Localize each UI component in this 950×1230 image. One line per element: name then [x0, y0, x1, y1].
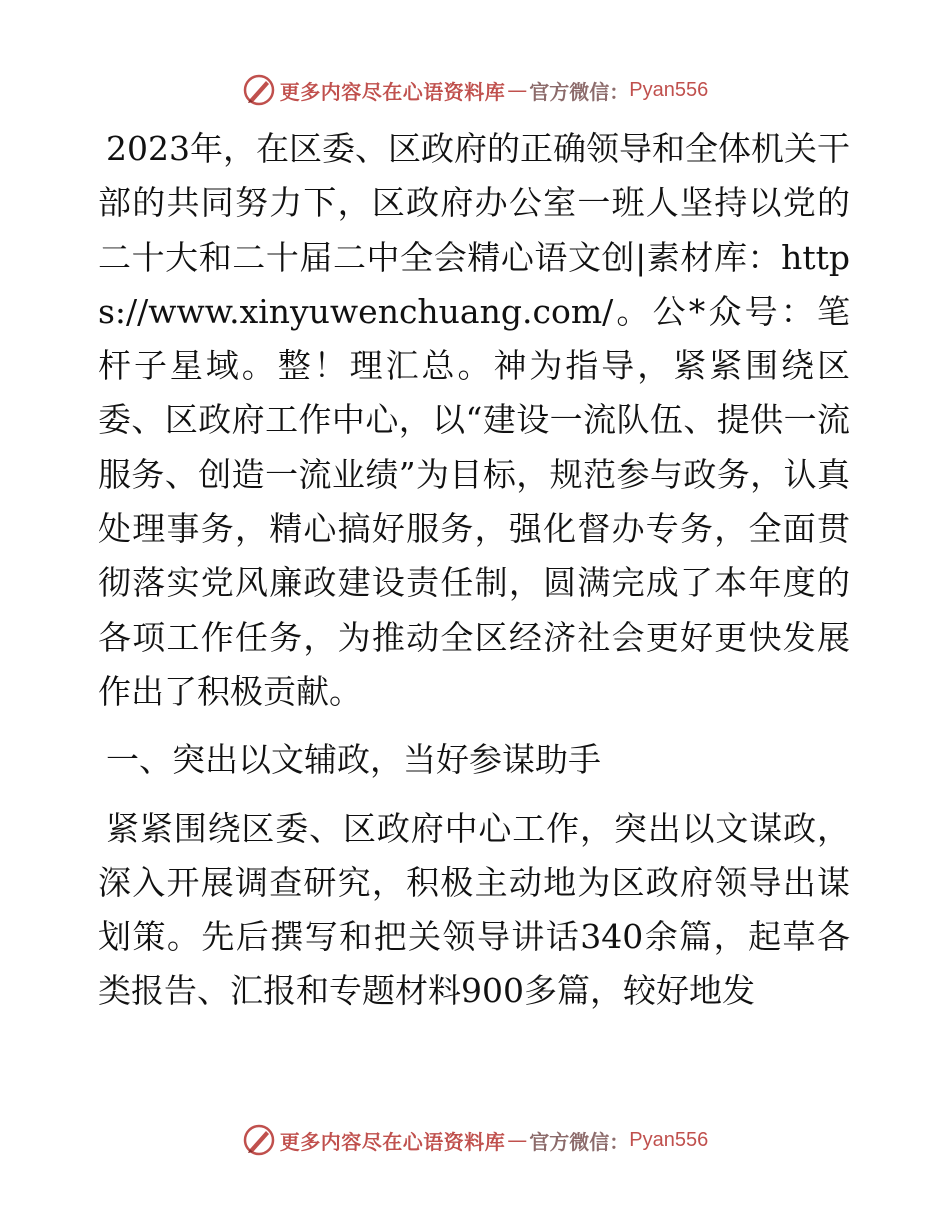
watermark-wechat-id: Pyan556	[629, 1128, 709, 1151]
watermark-wechat-label: 官方微信：	[529, 79, 630, 104]
watermark-separator: —	[507, 1128, 528, 1152]
pen-logo-icon	[242, 73, 276, 107]
watermark-banner-top	[0, 70, 950, 110]
document-body	[98, 122, 850, 1019]
section-paragraph: 紧紧围绕区委、区政府中心工作，突出以文谋政，深入开展调查研究，积极主动地为区政府领导出谋划策。先后撰写和把关领导讲话340余篇，起草各类报告、汇报和专题材料900多篇，较好地发	[98, 808, 850, 1011]
pen-logo-icon	[242, 1123, 276, 1157]
intro-paragraph: 2023年，在区委、区政府的正确领导和全体机关干部的共同努力下，区政府办公室一班人坚持以党的二十大和二十届二中全会精心语文创|素材库：https://www.xinyuwenchuang.com/。公*众号：笔杆子星域。整！理汇总。神为指导，紧紧围绕区委、区政府工作中心，以“建设一流队伍、提供一流服务、创造一流业绩”为目标，规范参与政务，认真处理事务，精心搞好服务，强化督办专务，全面贯彻落实党风廉政建设责任制，圆满完成了本年度的各项工作任务，为推动全区经济社会更好更快发展作出了积极贡献。	[98, 129, 850, 711]
watermark-separator: —	[507, 78, 528, 102]
watermark-site-text: 更多内容尽在心语资料库	[279, 79, 506, 104]
section-heading: 一、突出以文辅政，当好参谋助手	[106, 740, 601, 780]
watermark-wechat-label: 官方微信：	[529, 1129, 630, 1154]
watermark-site-text: 更多内容尽在心语资料库	[279, 1129, 506, 1154]
watermark-wechat-id: Pyan556	[629, 78, 709, 101]
watermark-banner-bottom	[0, 1120, 950, 1160]
